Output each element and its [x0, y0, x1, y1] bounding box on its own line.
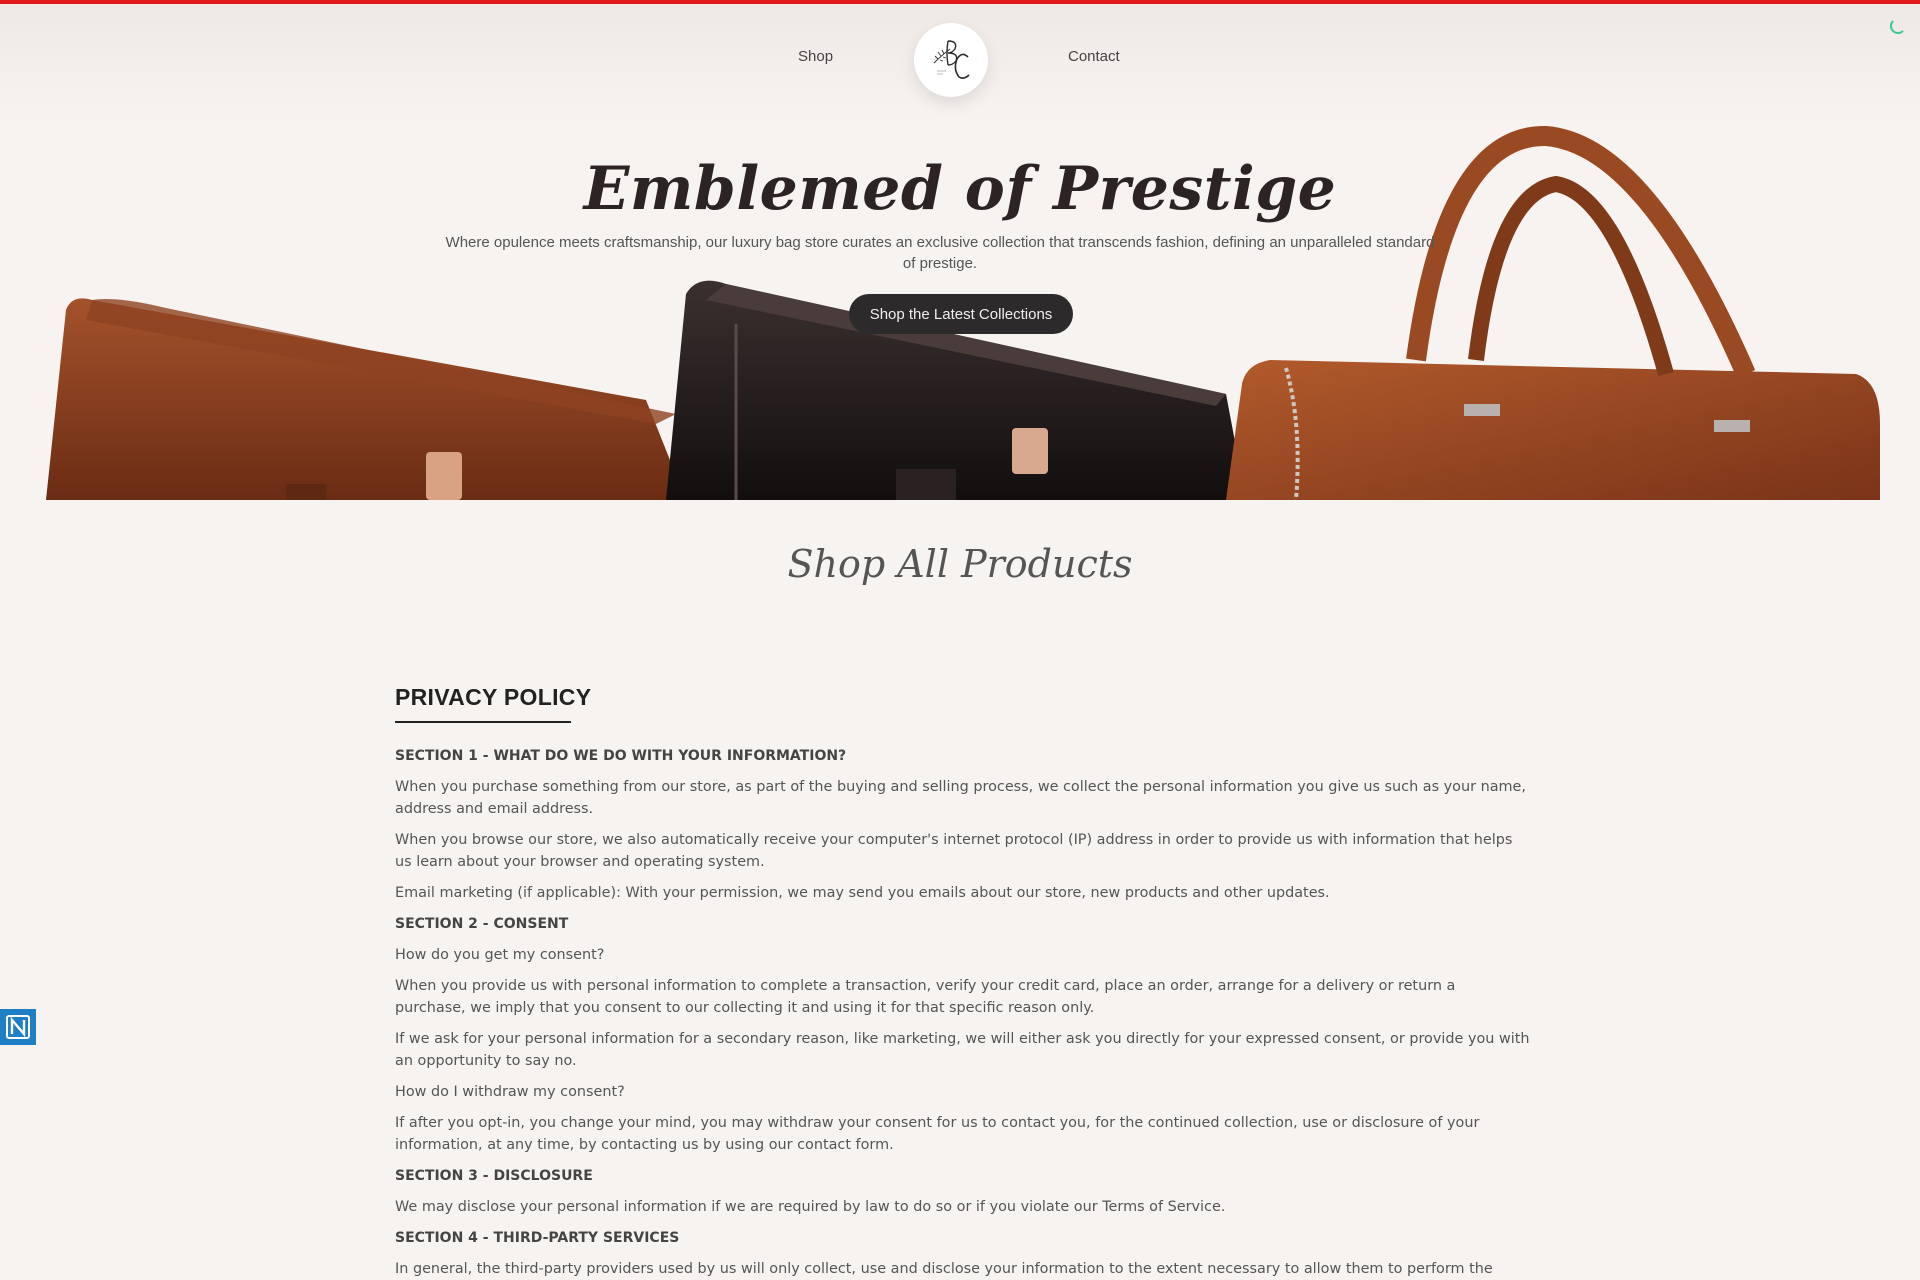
nav-contact-link[interactable]: Contact — [1068, 48, 1120, 65]
logo-monogram-icon — [924, 33, 978, 87]
policy-title: PRIVACY POLICY — [395, 684, 592, 710]
policy-section-heading: SECTION 4 - THIRD-PARTY SERVICES — [395, 1230, 680, 1246]
shop-latest-collections-button[interactable]: Shop the Latest Collections — [849, 294, 1073, 334]
policy-paragraph: If after you opt-in, you change your mind, you may withdraw your consent for us to contact you, for the continued collection, use or disclosure of your information, at any time, by contacting us by using our contact form. — [395, 1115, 1480, 1153]
policy-title-underline — [395, 721, 571, 723]
hero-title: Emblemed of Prestige — [583, 154, 1337, 224]
accessibility-widget-button[interactable] — [0, 1009, 36, 1045]
nav-shop-link[interactable]: Shop — [798, 48, 834, 65]
policy-section-heading: SECTION 1 - WHAT DO WE DO WITH YOUR INFORMATION? — [395, 748, 847, 764]
policy-paragraph: How do you get my consent? — [395, 947, 605, 963]
site-logo[interactable] — [914, 23, 988, 97]
loading-spinner-icon — [1890, 18, 1906, 34]
hero-subtitle: Where opulence meets craftsmanship, our luxury bag store curates an exclusive collection that transcends fashion, defining an unparalleled standard of prestige. — [445, 234, 1435, 272]
hero-banner — [46, 124, 1880, 500]
policy-paragraph: When you purchase something from our store, as part of the buying and selling process, we collect the personal information you give us such as your name, address and email address. — [395, 779, 1526, 817]
site-header — [0, 4, 1920, 124]
policy-paragraph: We may disclose your personal information if we are required by law to do so or if you violate our Terms of Service. — [395, 1199, 1226, 1215]
policy-paragraph: When you provide us with personal information to complete a transaction, verify your credit card, place an order, arrange for a delivery or return a purchase, we imply that you consent to our collecting it and using it for that specific reason only. — [395, 978, 1456, 1016]
policy-paragraph: If we ask for your personal information for a secondary reason, like marketing, we will either ask you directly for your expressed consent, or provide you with an opportunity to say no. — [395, 1031, 1530, 1069]
policy-paragraph: When you browse our store, we also automatically receive your computer's internet protocol (IP) address in order to provide us with information that helps us learn about your browser and operating system. — [395, 832, 1513, 870]
policy-paragraph: In general, the third-party providers used by us will only collect, use and disclose your information to the extent necessary to allow them to perform the — [395, 1261, 1493, 1277]
policy-paragraph: Email marketing (if applicable): With your permission, we may send you emails about our store, new products and other updates. — [395, 885, 1330, 901]
shop-all-products-heading: Shop All Products — [787, 542, 1133, 586]
policy-section-heading: SECTION 3 - DISCLOSURE — [395, 1168, 593, 1184]
accessibility-icon — [5, 1014, 31, 1040]
privacy-policy-section — [395, 684, 1530, 1280]
policy-section-heading: SECTION 2 - CONSENT — [395, 916, 569, 932]
policy-paragraph: How do I withdraw my consent? — [395, 1084, 625, 1100]
